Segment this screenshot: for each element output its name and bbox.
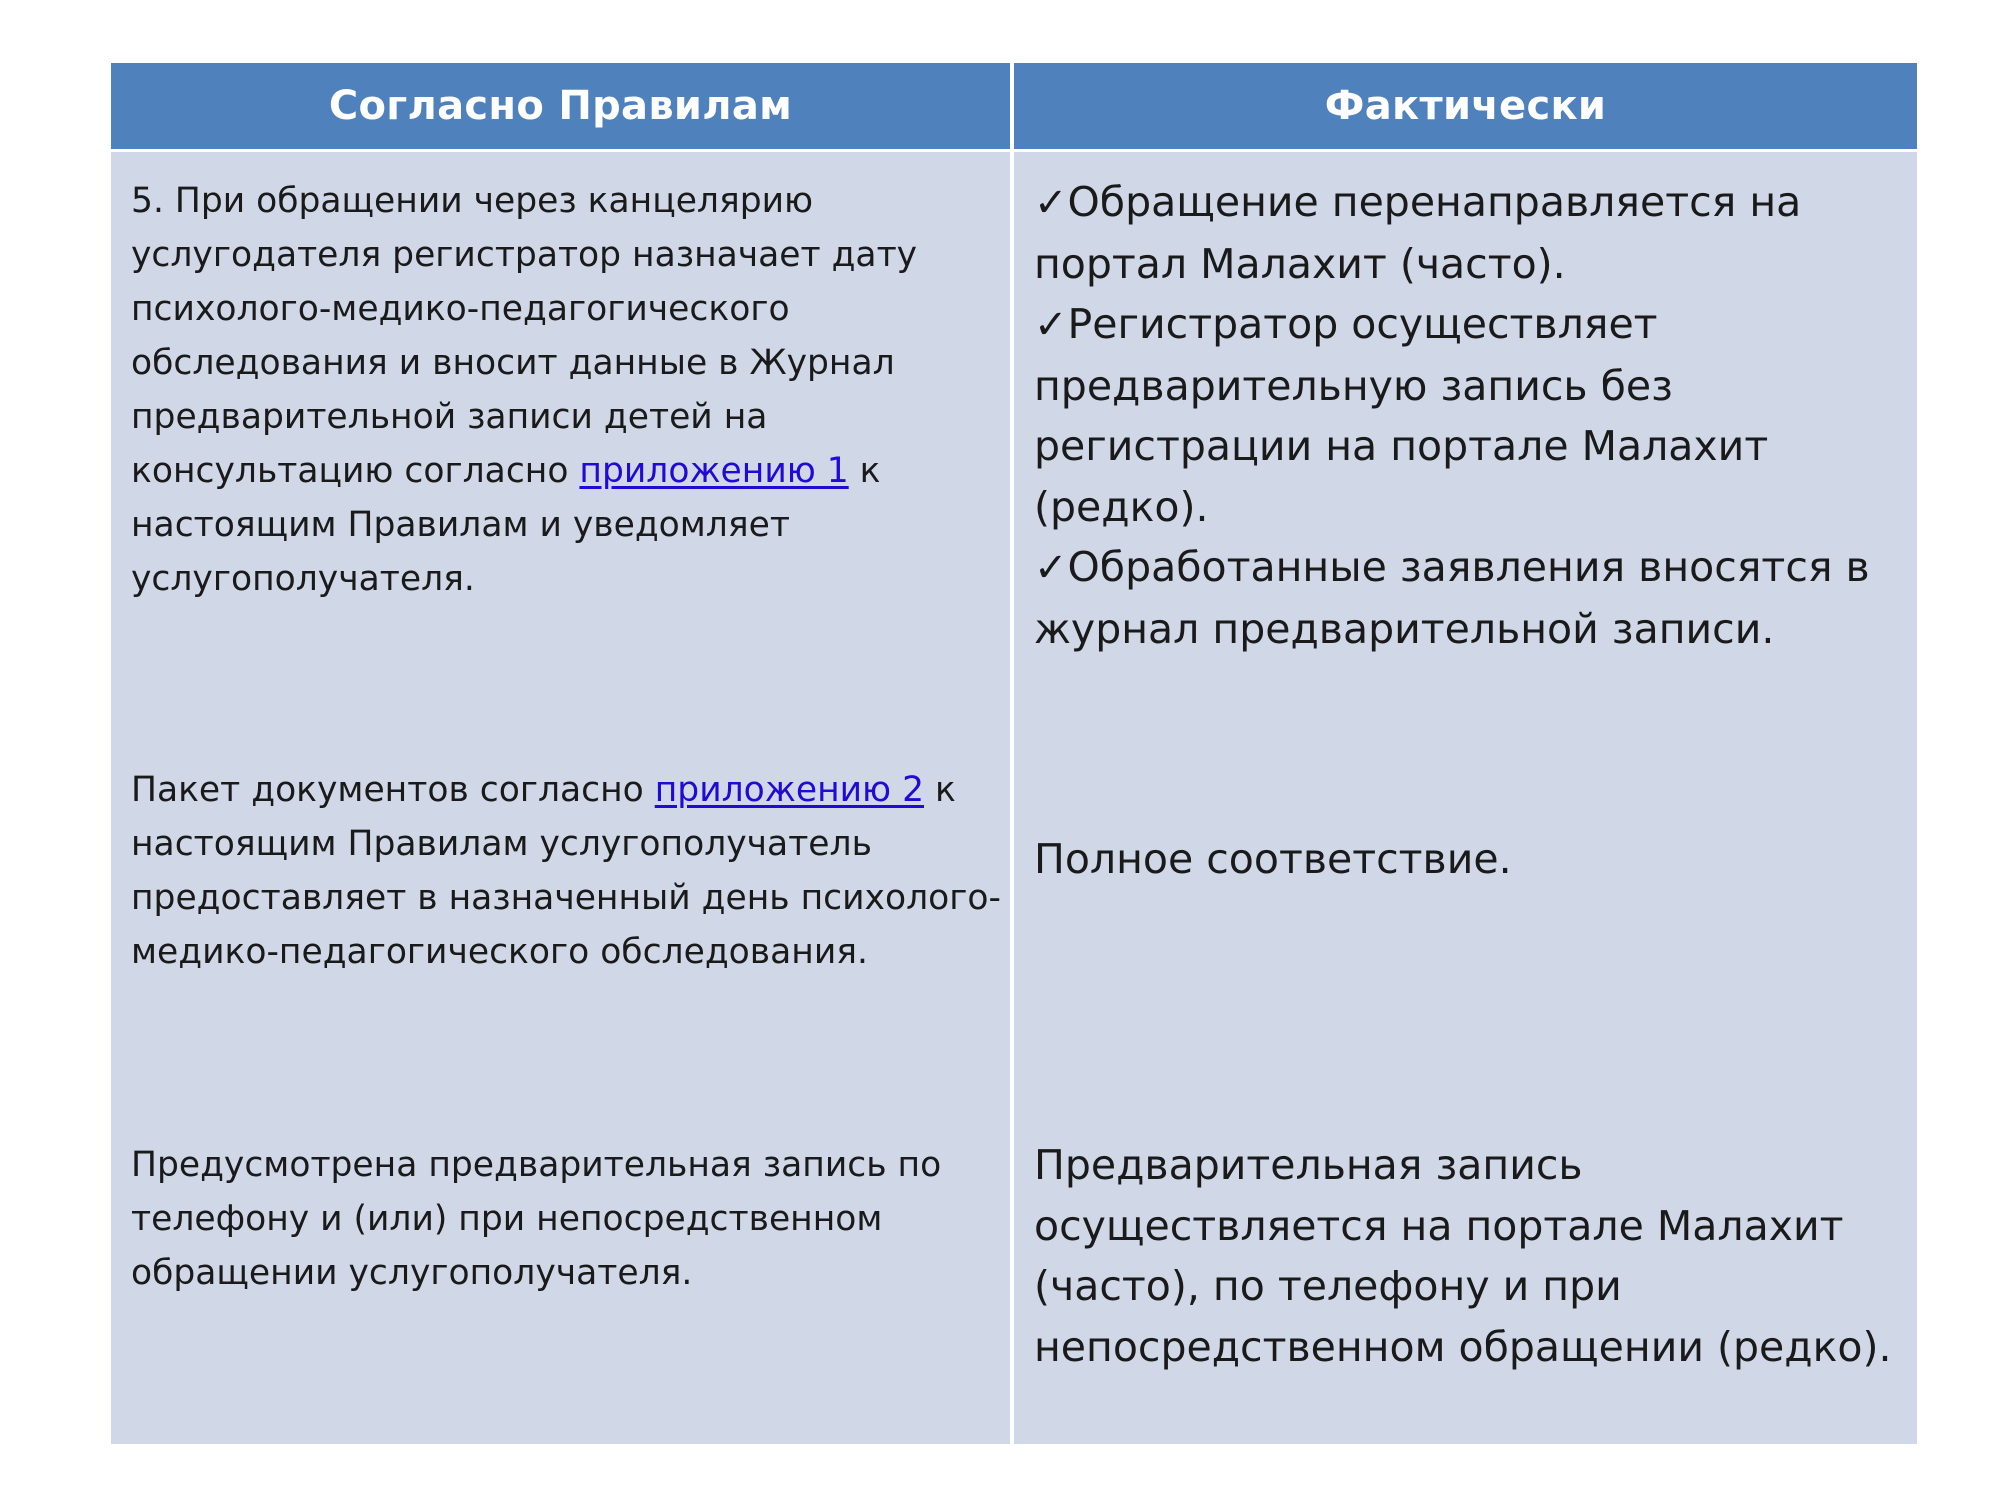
rule-paragraph-3: Предусмотрена предварительная запись по телефону и (или) при непосредственном обращении услугополучателя. [131,1145,942,1293]
fact-item-redirect [1034,172,1914,294]
fact-paragraph-2: Полное соответствие. [1034,835,1512,883]
fact-item-text: Обращение перенаправляется на портал Малахит (часто). [1034,178,1802,288]
checkmark-icon: ✓ [1034,180,1068,226]
appendix-1-link[interactable]: приложению 1 [579,451,849,491]
comparison-table [111,63,1917,1444]
rule-paragraph-1 [131,174,1001,606]
column-header-rules: Согласно Правилам [111,63,1010,149]
rule-1-text-end: к настоящим Правилам и уведомляет услугополучателя. [131,451,881,599]
checkmark-icon: ✓ [1034,545,1068,591]
checkmark-icon: ✓ [1034,302,1068,348]
fact-item-registrar [1034,294,1914,537]
fact-item-text: Регистратор осуществляет предварительную запись без регистрации на портале Малахит (редко). [1034,300,1769,531]
actual-column [1014,152,1917,1444]
fact-item-text: Обработанные заявления вносятся в журнал предварительной записи. [1034,543,1870,653]
fact-checklist [1034,172,1914,659]
rule-2-text-start: Пакет документов согласно [131,770,655,810]
rules-column [111,152,1010,1444]
rule-1-text-start: 5. При обращении через канцелярию услугодателя регистратор назначает дату психолого-медико-педагогического обследования и вносит данные в Журнал предварительной записи детей на консультацию согласно [131,181,918,491]
appendix-2-link[interactable]: приложению 2 [654,770,925,810]
column-header-actual: Фактически [1014,63,1917,149]
fact-item-journal [1034,537,1914,659]
fact-paragraph-3: Предварительная запись осуществляется на портале Малахит (часто), по телефону и при непосредственном обращении (редко). [1034,1141,1892,1371]
rule-paragraph-2 [131,763,1001,979]
rule-2-text-end: к настоящим Правилам услугополучатель предоставляет в назначенный день психолого-медико-педагогического обследования. [131,770,1001,972]
